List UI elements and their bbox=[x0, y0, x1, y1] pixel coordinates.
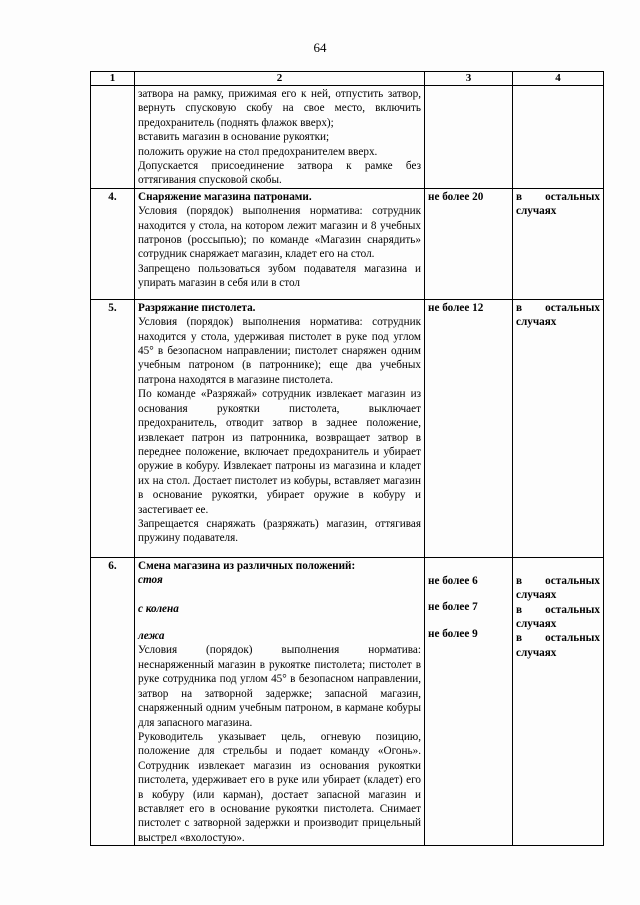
requirement-cell bbox=[425, 86, 513, 189]
table-row bbox=[91, 86, 604, 189]
description-paragraph: Условия (порядок) выполнения норматива: сотрудник находится у стола, на котором лежит магазин и 8 учебных патронов (россыпью); по команде «Магазин снарядить» сотрудник снаряжает магазин, кладет его на стол. bbox=[138, 205, 421, 261]
time-requirement: не более 20 bbox=[428, 190, 484, 203]
note-text: в остальных случаях bbox=[516, 632, 600, 659]
description-cell bbox=[135, 86, 425, 189]
description-paragraph: Руководитель указывает цель, огневую позицию, положение для стрельбы и подает команду «Огонь». Сотрудник извлекает магазин из основания рукоятки пистолета, удерживает его в руке или убирает (кладет) его в кобуру (или карман), достает запасной магазин и вставляет его в основание рукоятки пистолета. Снимает пистолет с затворной задержки и производит прицельный выстрел «вхолостую». bbox=[138, 730, 421, 844]
description-cell bbox=[135, 188, 425, 299]
row-number: 6. bbox=[91, 557, 135, 845]
requirement-cell bbox=[425, 557, 513, 845]
note-cell bbox=[513, 299, 604, 557]
table-row bbox=[91, 299, 604, 557]
position-label: с колена bbox=[138, 602, 179, 615]
continuation-text: положить оружие на стол предохранителем вверх. bbox=[138, 145, 378, 158]
note-text: в остальных случаях bbox=[516, 603, 600, 631]
row-number-cell bbox=[91, 86, 135, 189]
exercise-title: Смена магазина из различных положений: bbox=[138, 559, 356, 572]
requirement-cell bbox=[425, 299, 513, 557]
row-number: 5. bbox=[91, 299, 135, 557]
standards-table bbox=[90, 71, 604, 846]
continuation-text: вставить магазин в основание рукоятки; bbox=[138, 131, 330, 144]
continuation-text: Допускается присоединение затвора к рамке без оттягивания спусковой скобы. bbox=[138, 160, 421, 187]
column-header: 1 bbox=[91, 72, 135, 86]
table-row bbox=[91, 188, 604, 299]
description-paragraph: Условия (порядок) выполнения норматива: сотрудник находится у стола, удерживая пистолет в руке под углом 45° в безопасном направлении; пистолет снаряжен одним учебным патроном (в патроннике); еще два учебных патрона находятся в магазине пистолета. bbox=[138, 316, 421, 386]
requirement-cell bbox=[425, 188, 513, 299]
page-number: 64 bbox=[313, 40, 327, 55]
column-header: 2 bbox=[135, 72, 425, 86]
note-cell bbox=[513, 86, 604, 189]
note-text: в остальных случаях bbox=[516, 301, 600, 329]
time-requirement: не более 9 bbox=[428, 627, 478, 640]
time-requirement: не более 12 bbox=[428, 301, 484, 314]
note-cell bbox=[513, 188, 604, 299]
description-paragraph: Запрещено пользоваться зубом подавателя магазина и упирать магазин в себя или в стол bbox=[138, 262, 421, 290]
description-cell bbox=[135, 299, 425, 557]
note-text: в остальных случаях bbox=[516, 574, 600, 602]
position-label: лежа bbox=[138, 630, 165, 643]
description-cell bbox=[135, 557, 425, 845]
note-text: в остальных случаях bbox=[516, 190, 600, 218]
column-header: 3 bbox=[425, 72, 513, 86]
time-requirement: не более 6 bbox=[428, 574, 478, 587]
continuation-text: затвора на рамку, прижимая его к ней, отпустить затвор, вернуть спусковую скобу на свое место, включить предохранитель (поднять флажок вверх); bbox=[138, 88, 421, 129]
table-row bbox=[91, 557, 604, 845]
exercise-title: Снаряжение магазина патронами. bbox=[138, 190, 312, 203]
description-paragraph: Запрещается снаряжать (разряжать) магазин, оттягивая пружину подавателя. bbox=[138, 517, 421, 545]
position-label: стоя bbox=[138, 574, 163, 587]
table-header-row bbox=[91, 72, 604, 86]
description-paragraph: По команде «Разряжай» сотрудник извлекает магазин из основания рукоятки пистолета, выключает предохранитель, отводит затвор в заднее положение, извлекает патрон из патронника, возвращает затвор в переднее положение, включает предохранитель и убирает оружие в кобуру. Извлекает патроны из магазина и кладет их на стол. Достает пистолет из кобуры, вставляет магазин в основание рукоятки, убирает оружие в кобуру и застегивает ее. bbox=[138, 388, 421, 516]
exercise-title: Разряжание пистолета. bbox=[138, 301, 256, 314]
description-paragraph: Условия (порядок) выполнения норматива: неснаряженный магазин в рукоятке пистолета; пистолет в руке сотрудника под углом 45° в безопасном направлении, затвор на затворной задержке; запасной магазин, снаряженный одним учебным патроном, в кармане кобуры для запасного магазина. bbox=[138, 644, 421, 729]
row-number: 4. bbox=[91, 188, 135, 299]
time-requirement: не более 7 bbox=[428, 601, 478, 614]
note-cell bbox=[513, 557, 604, 845]
column-header: 4 bbox=[513, 72, 604, 86]
